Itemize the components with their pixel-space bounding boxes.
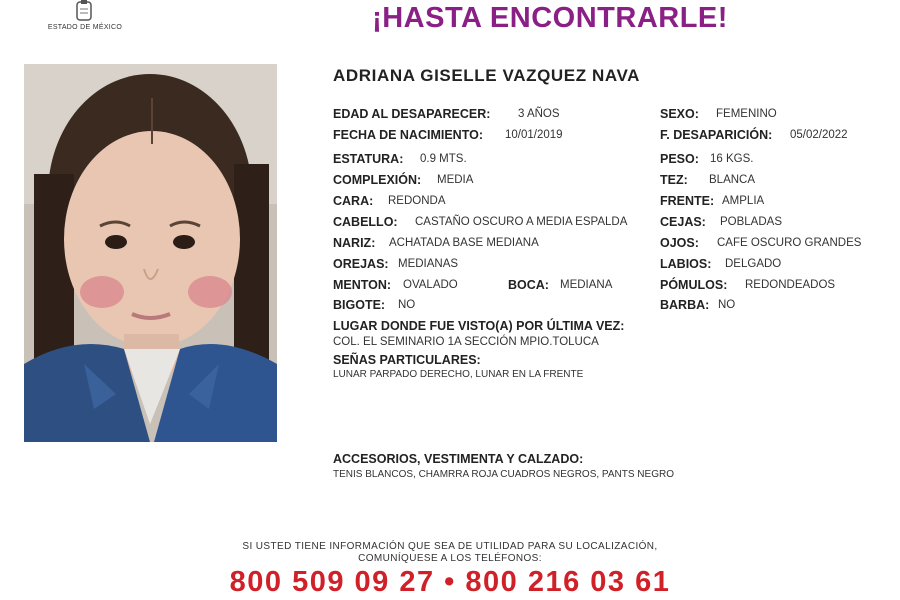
barba-label: BARBA: bbox=[660, 298, 710, 312]
edad-value: 3 AÑOS bbox=[518, 108, 560, 120]
person-photo bbox=[24, 64, 277, 442]
ojos-value: CAFE OSCURO GRANDES bbox=[717, 237, 862, 249]
senas-value: LUNAR PARPADO DERECHO, LUNAR EN LA FRENTE bbox=[333, 369, 584, 380]
footer-info-line1: SI USTED TIENE INFORMACIÓN QUE SEA DE UTILIDAD PARA SU LOCALIZACIÓN, bbox=[242, 541, 658, 552]
orejas-label: OREJAS: bbox=[333, 257, 389, 271]
pomulos-value: REDONDEADOS bbox=[745, 279, 836, 291]
accesorios-label: ACCESORIOS, VESTIMENTA Y CALZADO: bbox=[333, 452, 584, 466]
complexion-label: COMPLEXIÓN: bbox=[333, 173, 422, 187]
tez-label: TEZ: bbox=[660, 173, 688, 187]
labios-label: LABIOS: bbox=[660, 257, 712, 271]
cejas-value: POBLADAS bbox=[720, 216, 782, 228]
menton-label: MENTON: bbox=[333, 278, 392, 292]
ojos-label: OJOS: bbox=[660, 236, 699, 250]
boca-label: BOCA: bbox=[508, 278, 549, 292]
person-name: ADRIANA GISELLE VAZQUEZ NAVA bbox=[333, 66, 641, 85]
cabello-value: CASTAÑO OSCURO A MEDIA ESPALDA bbox=[415, 216, 628, 228]
estatura-value: 0.9 MTS. bbox=[420, 153, 467, 165]
nariz-value: ACHATADA BASE MEDIANA bbox=[389, 237, 539, 249]
coat-of-arms-icon bbox=[74, 0, 94, 22]
last-seen-label: LUGAR DONDE FUE VISTO(A) POR ÚLTIMA VEZ: bbox=[333, 319, 625, 333]
phone-numbers[interactable]: 800 509 09 27 • 800 216 03 61 bbox=[229, 566, 671, 598]
frente-value: AMPLIA bbox=[722, 195, 765, 207]
nariz-label: NARIZ: bbox=[333, 236, 376, 250]
barba-value: NO bbox=[718, 299, 736, 311]
state-logo bbox=[40, 0, 130, 40]
nacimiento-label: FECHA DE NACIMIENTO: bbox=[333, 128, 483, 142]
desaparicion-label: F. DESAPARICIÓN: bbox=[660, 128, 773, 142]
estatura-label: ESTATURA: bbox=[333, 152, 404, 166]
cabello-label: CABELLO: bbox=[333, 215, 398, 229]
senas-label: SEÑAS PARTICULARES: bbox=[333, 353, 481, 367]
sexo-value: FEMENINO bbox=[716, 108, 777, 120]
bigote-value: NO bbox=[398, 299, 416, 311]
frente-label: FRENTE: bbox=[660, 194, 715, 208]
cara-label: CARA: bbox=[333, 194, 374, 208]
logo-text: ESTADO DE MÉXICO bbox=[47, 24, 123, 31]
last-seen-value: COL. EL SEMINARIO 1A SECCIÓN MPIO.TOLUCA bbox=[333, 336, 599, 348]
peso-value: 16 KGS. bbox=[710, 153, 754, 165]
orejas-value: MEDIANAS bbox=[398, 258, 459, 270]
footer-info-line2: COMUNÍQUESE A LOS TELÉFONOS: bbox=[358, 553, 542, 564]
desaparicion-value: 05/02/2022 bbox=[790, 129, 848, 141]
pomulos-label: PÓMULOS: bbox=[660, 278, 728, 292]
labios-value: DELGADO bbox=[725, 258, 782, 270]
accesorios-value: TENIS BLANCOS, CHAMRRA ROJA CUADROS NEGROS, PANTS NEGRO bbox=[333, 469, 674, 480]
peso-label: PESO: bbox=[660, 152, 699, 166]
boca-value: MEDIANA bbox=[560, 279, 613, 291]
cara-value: REDONDA bbox=[388, 195, 446, 207]
nacimiento-value: 10/01/2019 bbox=[505, 129, 563, 141]
menton-value: OVALADO bbox=[403, 279, 458, 291]
complexion-value: MEDIA bbox=[437, 174, 474, 186]
headline: ¡HASTA ENCONTRARLE! bbox=[372, 2, 728, 34]
tez-value: BLANCA bbox=[709, 174, 756, 186]
sexo-label: SEXO: bbox=[660, 107, 699, 121]
cejas-label: CEJAS: bbox=[660, 215, 706, 229]
bigote-label: BIGOTE: bbox=[333, 298, 386, 312]
edad-label: EDAD AL DESAPARECER: bbox=[333, 107, 491, 121]
